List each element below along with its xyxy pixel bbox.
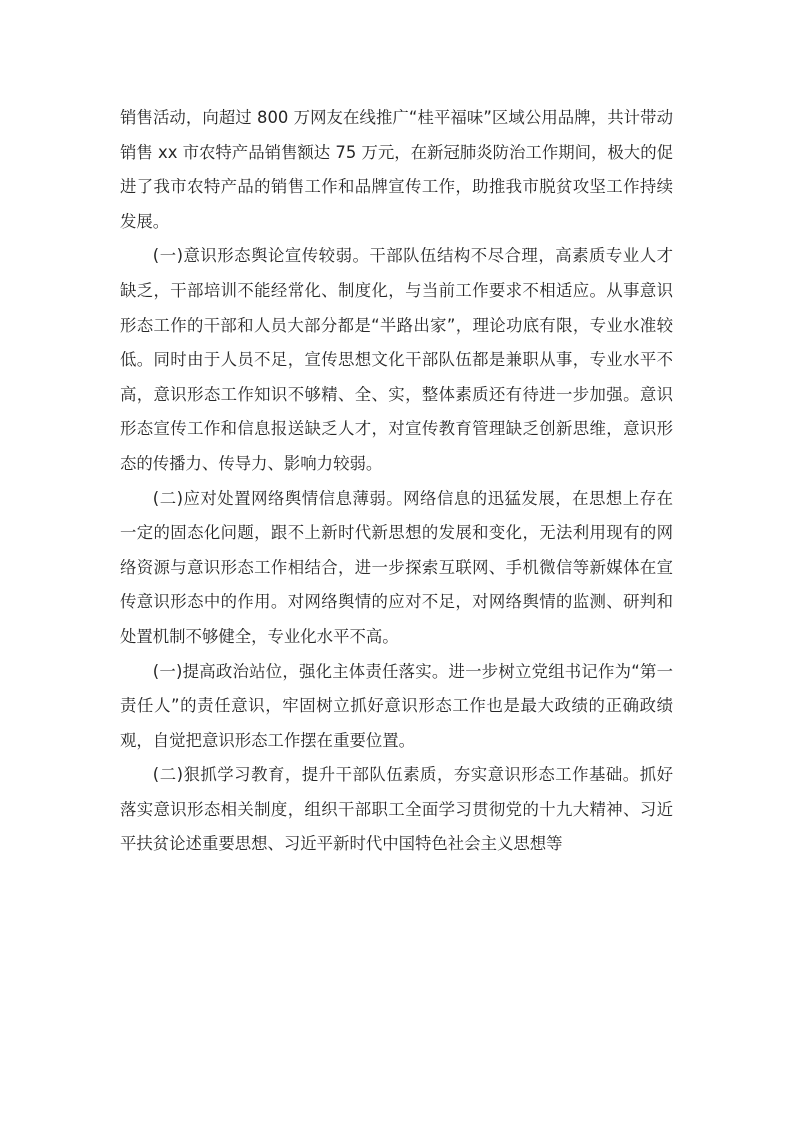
paragraph-sales-activity: 销售活动，向超过 800 万网友在线推广“桂平福味”区域公用品牌，共计带动销售 xx 市农特产品销售额达 75 万元，在新冠肺炎防治工作期间，极大的促进了我市农特产品的销售工作和品牌宣传工作，助推我市脱贫攻坚工作持续发展。 <box>120 108 673 231</box>
paragraph-study-education: (二)狠抓学习教育，提升干部队伍素质，夯实意识形态工作基础。抓好落实意识形态相关制度，组织干部职工全面学习贯彻党的十九大精神、习近平扶贫论述重要思想、习近平新时代中国特色社会主义思想等 <box>120 765 673 854</box>
paragraph-political-stance: (一)提高政治站位，强化主体责任落实。进一步树立党组书记作为“第一责任人”的责任意识，牢固树立抓好意识形态工作也是最大政绩的正确政绩观，自觉把意识形态工作摆在重要位置。 <box>120 661 673 750</box>
paragraph-ideology-publicity: (一)意识形态舆论宣传较弱。干部队伍结构不尽合理，高素质专业人才缺乏，干部培训不能经常化、制度化，与当前工作要求不相适应。从事意识形态工作的干部和人员大部分都是“半路出家”，理论功底有限，专业水准较低。同时由于人员不足，宣传思想文化干部队伍都是兼职从事，专业水平不高，意识形态工作知识不够精、全、实，整体素质还有待进一步加强。意识形态宣传工作和信息报送缺乏人才，对宣传教育管理缺乏创新思维，意识形态的传播力、传导力、影响力较弱。 <box>120 246 673 473</box>
paragraph-network-opinion: (二)应对处置网络舆情信息薄弱。网络信息的迅猛发展，在思想上存在一定的固态化问题，跟不上新时代新思想的发展和变化，无法利用现有的网络资源与意识形态工作相结合，进一步探索互联网、手机微信等新媒体在宣传意识形态中的作用。对网络舆情的应对不足，对网络舆情的监测、研判和处置机制不够健全，专业化水平不高。 <box>120 488 673 646</box>
document-body <box>120 101 673 862</box>
